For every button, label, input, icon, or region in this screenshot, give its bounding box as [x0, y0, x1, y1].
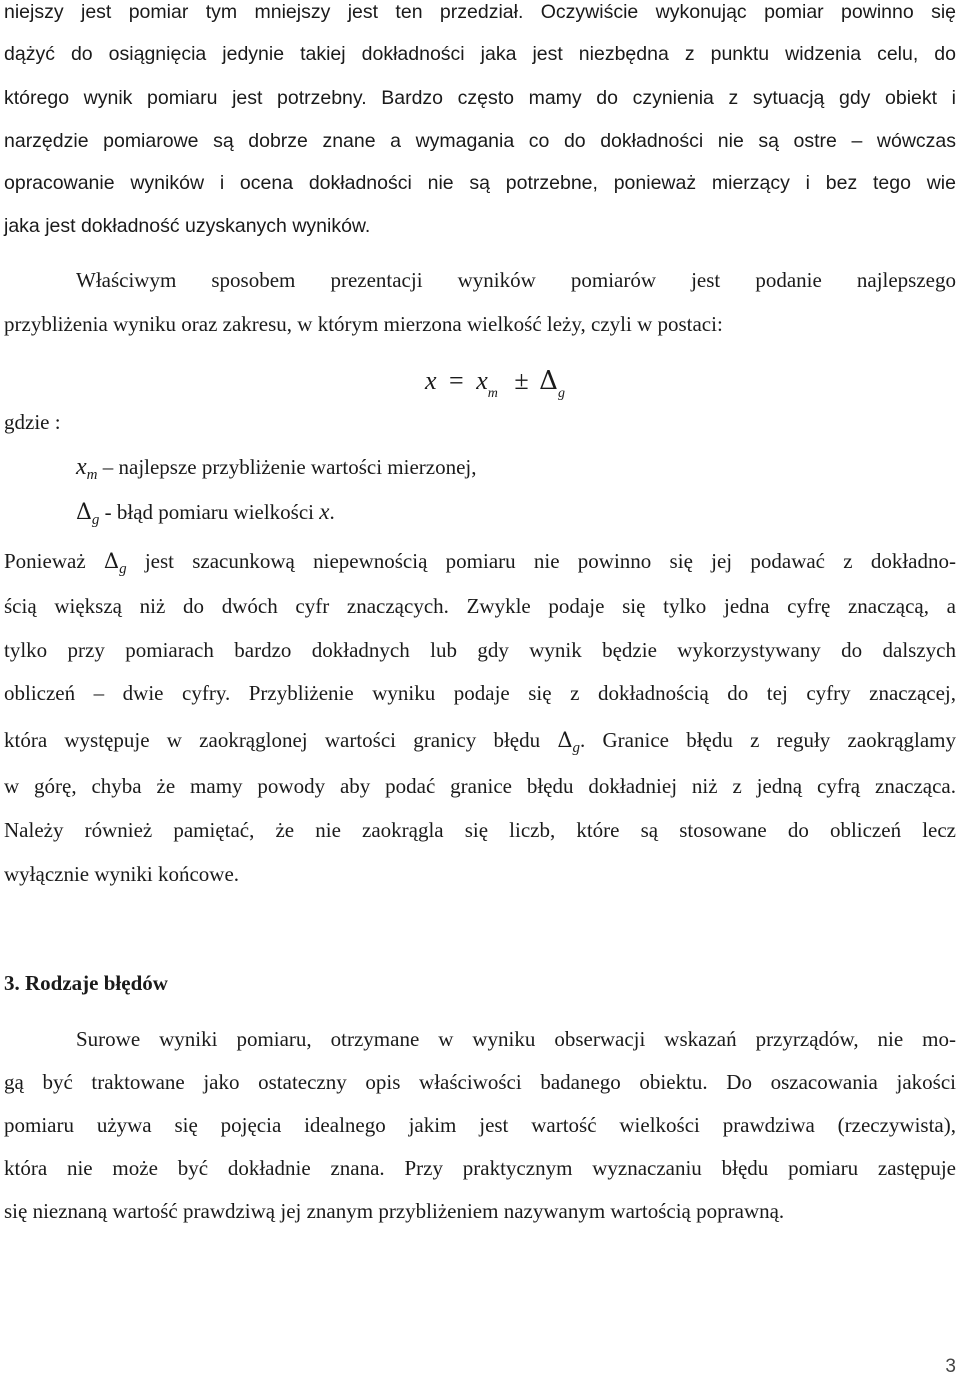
definition-xm-subscript: m: [86, 467, 98, 483]
definition-xm-symbol: x: [76, 454, 87, 480]
paragraph-3-line-4: obliczeń – dwie cyfry. Przybliżenie wyniku podaje się z dokładnością do tej cyfry znaczącej,: [4, 681, 956, 705]
paragraph-3-line-3: tylko przy pomiarach bardzo dokładnych lub gdy wynik będzie wykorzystywany do dalszych: [4, 638, 956, 662]
paragraph-3-line-1-end: jest szacunkową niepewnością pomiaru nie powinno się jej podawać z dokładno-: [126, 549, 956, 573]
formula-xm: x: [476, 366, 488, 395]
section-heading: 3. Rodzaje błędów: [4, 971, 168, 995]
paragraph-3-line-5-delta: Δ: [557, 728, 573, 752]
formula-delta: Δ: [539, 366, 558, 396]
paragraph-4-line-5: się nieznaną wartość prawdziwą jej znanym przybliżeniem nazywanym wartością poprawną.: [4, 1199, 785, 1223]
paragraph-2-line-2: przybliżenia wyniku oraz zakresu, w którym mierzona wielkość leży, czyli w postaci:: [4, 312, 723, 336]
paragraph-4-line-1: Surowe wyniki pomiaru, otrzymane w wyniku obserwacji wskazań przyrządów, nie mo-: [76, 1027, 956, 1051]
paragraph-3-line-1-start: Ponieważ: [4, 549, 104, 573]
paragraph-4-line-4: która nie może być dokładnie znana. Przy praktycznym wyznaczaniu błędu pomiaru zastępuje: [4, 1156, 956, 1180]
paragraph-3-line-5-delta-subscript: g: [572, 740, 581, 756]
formula-x: x: [425, 366, 437, 395]
definition-xm-text: – najlepsze przybliżenie wartości mierzonej,: [97, 455, 477, 479]
formula-delta-subscript: g: [557, 386, 565, 401]
definition-delta-symbol: Δ: [76, 500, 92, 525]
paragraph-1-line-4: narzędzie pomiarowe są dobrze znane a wymagania co do dokładności nie są ostre – wówczas: [4, 130, 956, 152]
formula-xm-subscript: m: [487, 386, 498, 401]
definition-delta-variable: x: [319, 499, 330, 524]
paragraph-3-line-8: wyłącznie wyniki końcowe.: [4, 862, 240, 886]
definition-xm: [76, 455, 477, 482]
paragraph-1-line-2: dążyć do osiągnięcia jedynie takiej dokładności jaka jest niezbędna z punktu widzenia celu, do: [4, 43, 956, 65]
page-number: 3: [945, 1356, 956, 1377]
definition-delta-subscript: g: [91, 512, 100, 528]
paragraph-3-line-2: ścią większą niż do dwóch cyfr znaczących. Zwykle podaje się tylko jedna cyfrę znaczącą, a: [4, 594, 956, 618]
paragraph-1-line-5: opracowanie wyników i ocena dokładności nie są potrzebne, ponieważ mierzący i bez tego wie: [4, 172, 956, 194]
definition-delta-text: - błąd pomiaru wielkości: [99, 500, 320, 524]
gdzie-label: gdzie :: [4, 410, 61, 434]
paragraph-3-delta: Δ: [103, 549, 120, 573]
paragraph-4-line-2: gą być traktowane jako ostateczny opis właściwości badanego obiektu. Do oszacowania jakości: [4, 1070, 956, 1094]
uncertainty-formula: [425, 366, 565, 401]
formula-plus-minus: ±: [514, 366, 529, 395]
paragraph-3-delta-subscript: g: [119, 561, 127, 577]
definition-delta: [76, 500, 335, 527]
paragraph-3-line-1: [4, 549, 956, 576]
paragraph-1-line-1: niejszy jest pomiar tym mniejszy jest ten przedział. Oczywiście wykonując pomiar powinno się: [4, 1, 956, 23]
paragraph-1-line-6: jaka jest dokładność uzyskanych wyników.: [4, 215, 371, 237]
paragraph-3-line-5-start: która występuje w zaokrąglonej wartości granicy błędu: [4, 728, 558, 752]
paragraph-3-line-7: Należy również pamiętać, że nie zaokrągla się liczb, które są stosowane do obliczeń lecz: [4, 818, 956, 842]
paragraph-3-line-6: w górę, chyba że mamy powody aby podać granice błędu dokładniej niż z jedną cyfrą znacząca.: [4, 774, 956, 798]
definition-delta-end: .: [329, 500, 335, 524]
formula-equals: =: [449, 366, 464, 395]
paragraph-4-line-3: pomiaru używa się pojęcia idealnego jakim jest wartość wielkości prawdziwa (rzeczywista),: [4, 1113, 956, 1137]
paragraph-3-line-5: [4, 728, 956, 755]
paragraph-2-line-1: Właściwym sposobem prezentacji wyników pomiarów jest podanie najlepszego: [76, 268, 956, 292]
paragraph-3-line-5-end: . Granice błędu z reguły zaokrąglamy: [580, 728, 956, 752]
paragraph-1-line-3: którego wynik pomiaru jest potrzebny. Bardzo często mamy do czynienia z sytuacją gdy obiekt i: [4, 87, 956, 109]
